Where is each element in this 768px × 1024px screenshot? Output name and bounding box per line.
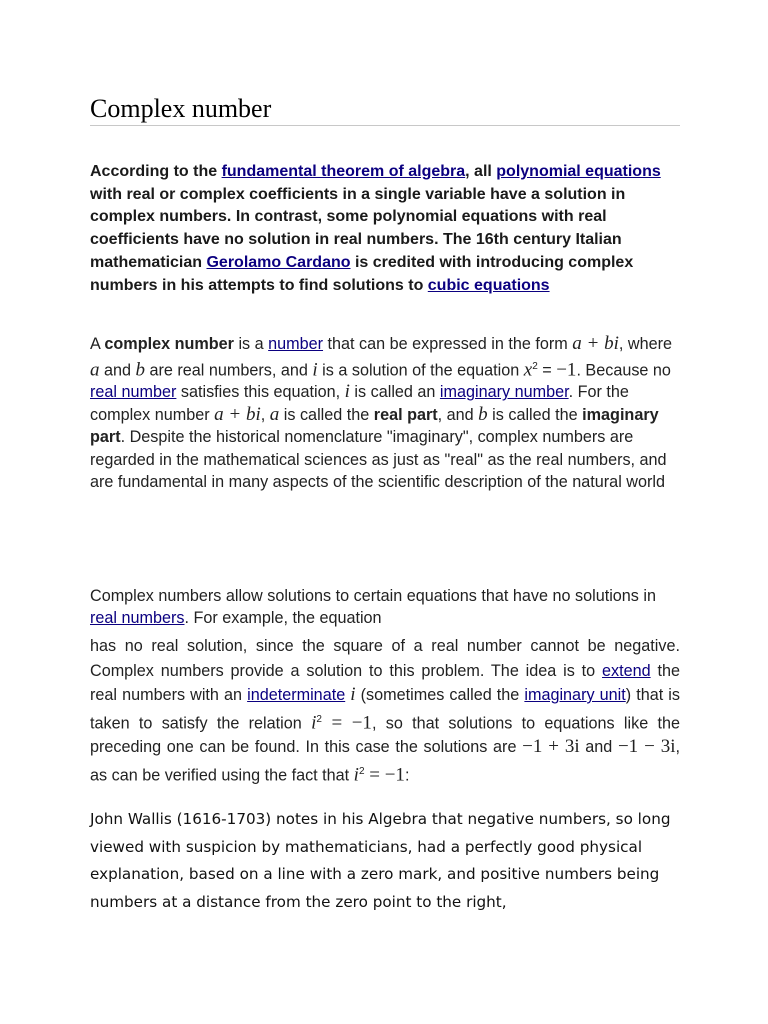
definition-paragraph — [90, 333, 680, 494]
link-number[interactable]: number — [268, 335, 324, 353]
math: b — [478, 403, 488, 425]
text: is called an — [349, 383, 440, 402]
text: . Because no — [576, 360, 671, 379]
superscript: 2 — [316, 713, 322, 725]
math: i — [350, 684, 356, 705]
link-imaginary-unit[interactable]: imaginary unit — [524, 686, 626, 704]
math: a — [269, 403, 280, 425]
text: has no real solution, since the square of a real number cannot be negative. Complex numbers provide a solution to this problem. The idea is to — [90, 637, 680, 680]
link-extend[interactable]: extend — [602, 661, 651, 680]
text: , as can be verified using the fact that — [90, 738, 680, 785]
equation-intro-paragraph — [90, 585, 680, 629]
title-divider — [90, 125, 680, 126]
text: ) that is taken to satisfy the relation — [90, 686, 680, 732]
text: is credited with introducing complex numbers in his attempts to find solutions to — [90, 253, 634, 294]
link-cubic-equations[interactable]: cubic equations — [427, 276, 550, 294]
math: −1 + 3i — [522, 736, 580, 758]
math: = −1 — [364, 764, 405, 786]
math: −1 − 3i — [617, 736, 676, 758]
text: Complex numbers allow solutions to certain equations that have no solutions in — [90, 587, 656, 605]
link-real-numbers[interactable]: real numbers — [90, 609, 185, 627]
math: b — [135, 358, 146, 380]
text: satisfies this equation, — [176, 383, 345, 402]
text: are real numbers, and — [145, 360, 313, 379]
text: is called the — [279, 405, 374, 424]
page-title: Complex number — [90, 94, 272, 123]
solution-paragraph — [90, 634, 680, 788]
text: According to the — [90, 163, 222, 180]
text: . Despite the historical nomenclature "imaginary", complex numbers are regarded in the mathematical sciences as just as "real" as the real numbers, and are fundamental in many aspects of the scientific description of the natural world — [90, 428, 667, 492]
link-polynomial-equations[interactable]: polynomial equations — [496, 163, 661, 180]
text: that can be expressed in the form — [323, 335, 573, 353]
math: −1 — [556, 358, 577, 380]
text: , and — [437, 405, 479, 424]
text: . For example, the equation — [184, 609, 382, 627]
math: x — [523, 358, 533, 380]
math: i — [344, 381, 350, 403]
text: A — [90, 335, 105, 353]
math: a + bi — [572, 333, 619, 354]
text: = — [537, 360, 557, 379]
text: is called the — [487, 405, 583, 424]
text: and — [99, 360, 136, 379]
text: , where — [618, 335, 672, 353]
math: = −1 — [321, 711, 372, 733]
text: with real or complex coefficients in a single variable have a solution in complex numbers. In contrast, some polynomial equations with real coefficients have no solution in real numbers. The 16th century Italian mathematician — [90, 185, 626, 271]
link-fundamental-theorem-of-algebra[interactable]: fundamental theorem of algebra — [221, 163, 466, 180]
text: . For the complex number — [90, 383, 629, 424]
text: and — [579, 738, 618, 757]
math: a — [90, 358, 100, 380]
text: is a — [233, 335, 269, 353]
text: (sometimes called the — [355, 686, 525, 704]
intro-paragraph — [90, 161, 680, 297]
text: : — [404, 766, 410, 785]
link-indeterminate[interactable]: indeterminate — [247, 686, 346, 704]
text: , so that solutions to equations like the preceding one can be found. In this case the solutions are — [90, 713, 680, 757]
text: the real numbers with an — [90, 661, 680, 704]
math: a + bi — [214, 403, 261, 425]
wallis-paragraph: John Wallis (1616-1703) notes in his Algebra that negative numbers, so long viewed with suspicion by mathematicians, had a perfectly good physical explanation, based on a line with a zero mark, and positive numbers being numbers at a distance from the zero point to the right, — [90, 810, 671, 911]
text: , — [260, 405, 270, 424]
math: i — [353, 764, 359, 786]
bold-term: real part — [373, 405, 438, 424]
text: , all — [465, 163, 497, 180]
link-imaginary-number[interactable]: imaginary number — [439, 383, 569, 402]
bold-term: complex number — [104, 335, 234, 353]
superscript: 2 — [532, 360, 538, 372]
link-real-number[interactable]: real number — [90, 383, 177, 402]
bold-term: imaginary part — [90, 405, 659, 447]
math: i — [311, 711, 317, 733]
superscript: 2 — [358, 765, 365, 777]
link-gerolamo-cardano[interactable]: Gerolamo Cardano — [206, 253, 351, 271]
text: is a solution of the equation — [317, 360, 524, 379]
math: i — [312, 358, 318, 380]
